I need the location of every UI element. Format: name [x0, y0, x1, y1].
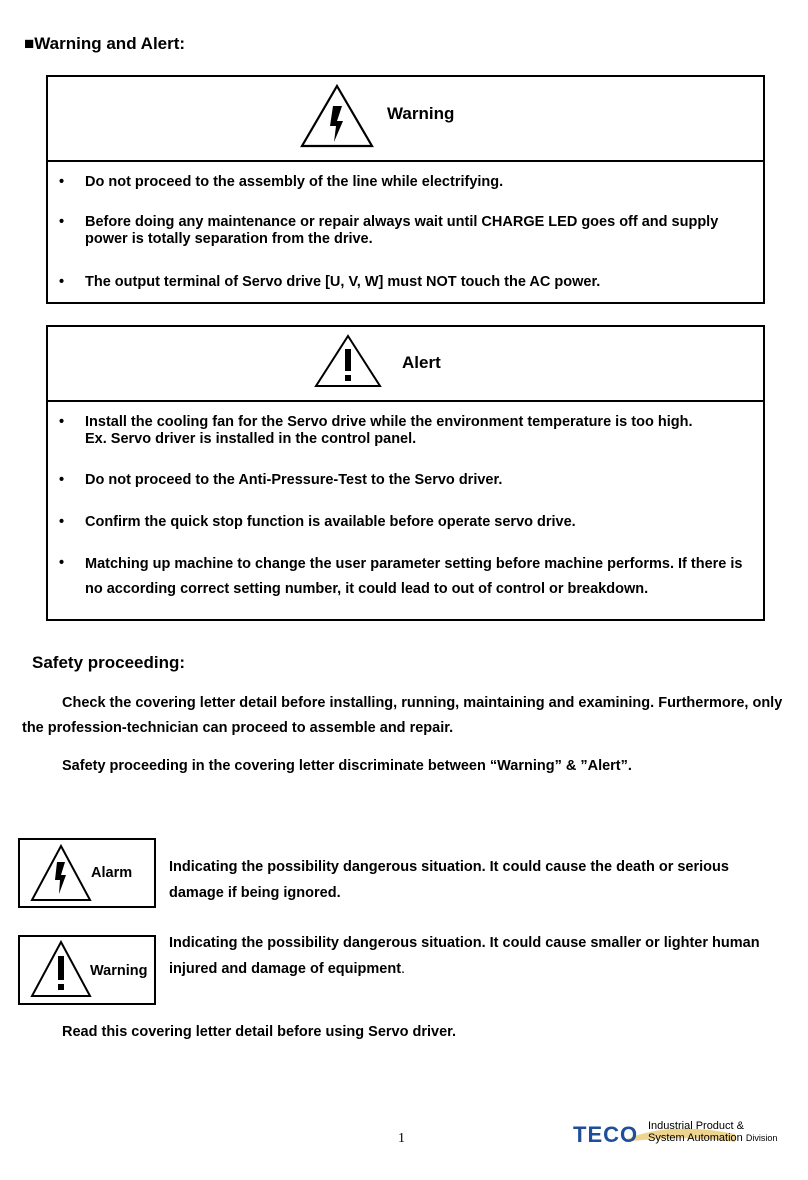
safety-paragraph-line-2: the profession-technician can proceed to assemble and repair. [22, 720, 454, 736]
warning-item-2: • Before doing any maintenance or repair always wait until CHARGE LED goes off and supply power is totally separation from the drive. [59, 214, 719, 247]
alert-box-title: Alert [402, 353, 441, 372]
alert-box [46, 325, 765, 621]
warning-item-3: • The output terminal of Servo drive [U, V, W] must NOT touch the AC power. [59, 274, 601, 290]
alarm-legend-box [18, 838, 156, 908]
bullet-icon: • [59, 274, 65, 290]
closing-note: Read this covering letter detail before using Servo driver. [62, 1024, 457, 1040]
warning-box-title: Warning [387, 104, 455, 123]
bullet-icon: • [59, 555, 65, 571]
alert-item-2: • Do not proceed to the Anti-Pressure-Test to the Servo driver. [59, 472, 503, 488]
exclamation-alert-icon [314, 334, 382, 388]
warning-box [46, 75, 765, 304]
alert-item-4: • Matching up machine to change the user parameter setting before machine performs. If there is no according correct setting number, it could lead to out of control or breakdown. [85, 552, 742, 602]
alert-box-header [48, 327, 763, 402]
safety-paragraph-2: Safety proceeding in the covering letter discriminate between “Warning” & ”Alert”. [62, 758, 632, 774]
warning-item-1: • Do not proceed to the assembly of the line while electrifying. [59, 174, 504, 190]
exclamation-warning-icon [30, 940, 92, 998]
bullet-icon: • [59, 514, 65, 530]
safety-heading: Safety proceeding: [32, 653, 186, 672]
footer-logo [570, 1118, 795, 1148]
alert-item-1: • Install the cooling fan for the Servo drive while the environment temperature is too high. Ex. Servo driver is installed in the control panel. [59, 414, 693, 447]
bullet-icon: • [59, 214, 65, 230]
warning-legend-box [18, 935, 156, 1005]
safety-paragraph-line-1: Check the covering letter detail before installing, running, maintaining and examining. Furthermore, only [62, 695, 783, 711]
warning-legend-label: Warning [90, 963, 148, 979]
warning-box-header [48, 77, 763, 162]
bullet-icon: • [59, 174, 65, 190]
bullet-icon: • [59, 414, 65, 430]
alert-item-3: • Confirm the quick stop function is available before operate servo drive. [59, 514, 576, 530]
bullet-icon: • [59, 472, 65, 488]
warning-legend-description: Indicating the possibility dangerous situation. It could cause smaller or lighter human injured and damage of equipment. [169, 935, 760, 977]
page-number: 1 [398, 1131, 405, 1146]
lightning-warning-icon [299, 84, 375, 148]
lightning-alarm-icon [30, 844, 92, 902]
page-title: ■Warning and Alert: [24, 34, 186, 53]
alarm-label: Alarm [91, 865, 133, 881]
alarm-description: Indicating the possibility dangerous situation. It could cause the death or serious damage if being ignored. [169, 859, 729, 901]
logo-subtitle: Industrial Product & System Automation Division [648, 1120, 778, 1144]
teco-brand: TECO [573, 1122, 639, 1147]
